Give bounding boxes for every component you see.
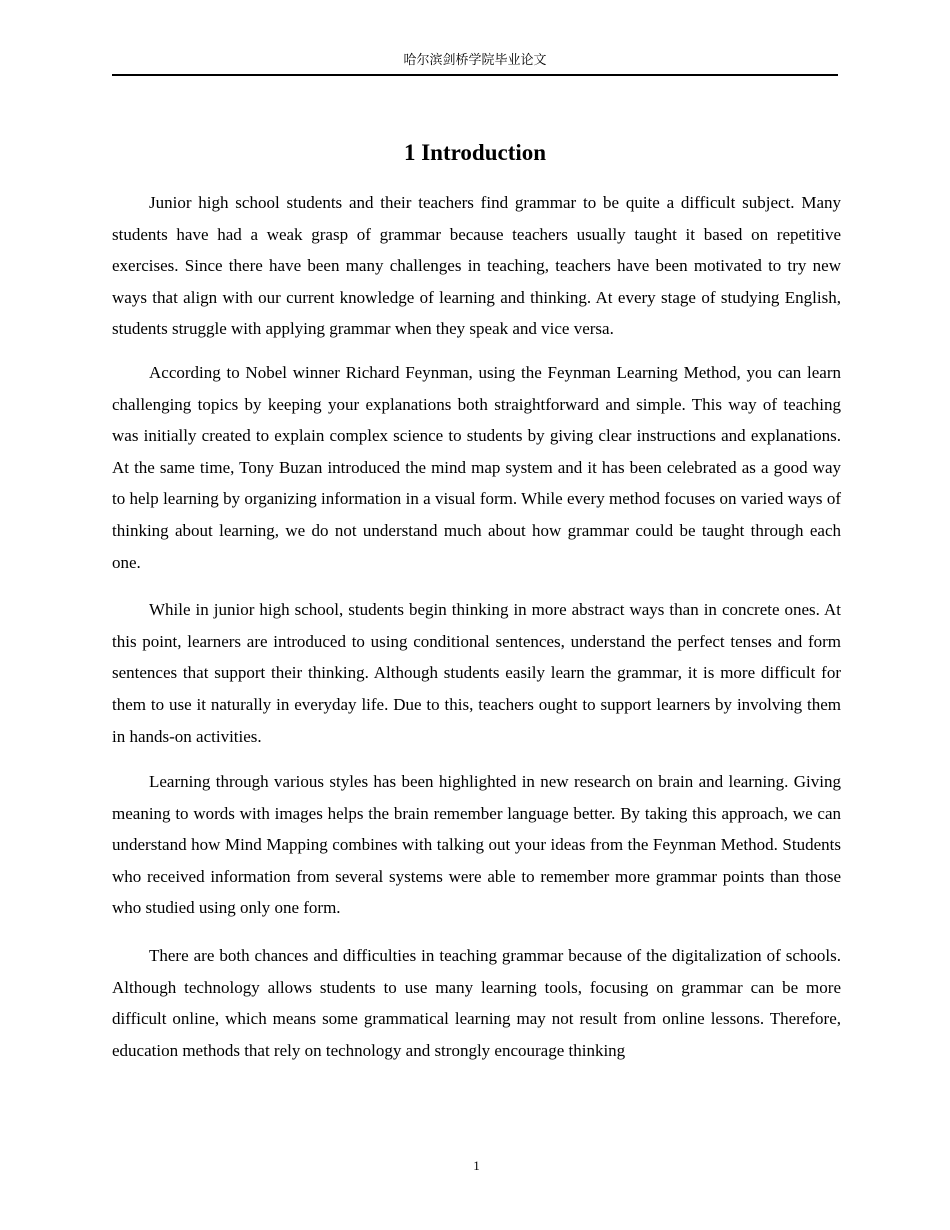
paragraph-3: While in junior high school, students begin thinking in more abstract ways than in concrete ones. At this point, learners are introduced to using conditional sentences, understand the perfect tenses and form sentences that support their thinking. Although students easily learn the grammar, it is more difficult for them to use it naturally in everyday life. Due to this, teachers ought to support learners by involving them in hands-on activities. (112, 600, 841, 746)
running-header: 哈尔滨剑桥学院毕业论文 (403, 53, 547, 68)
body-text (112, 187, 841, 1066)
paragraph-4: Learning through various styles has been highlighted in new research on brain and learning. Giving meaning to words with images helps the brain remember language better. By taking this approach, we can understand how Mind Mapping combines with talking out your ideas from the Feynman Method. Students who received information from several systems were able to remember more grammar points than those who studied using only one form. (112, 772, 841, 918)
section-title: 1 Introduction (403, 140, 547, 165)
page-number: 1 (473, 1158, 480, 1173)
paragraph-2: According to Nobel winner Richard Feynman, using the Feynman Learning Method, you can learn challenging topics by keeping your explanations both straightforward and simple. This way of teaching was initially created to explain complex science to students by giving clear instructions and explanations. At the same time, Tony Buzan introduced the mind map system and it has been celebrated as a good way to help learning by organizing information in a visual form. While every method focuses on varied ways of thinking about learning, we do not understand much about how grammar could be taught through each one. (112, 362, 841, 572)
header-divider (112, 74, 838, 76)
paragraph-5: There are both chances and difficulties in teaching grammar because of the digitalization of schools. Although technology allows students to use many learning tools, focusing on grammar can be more difficult online, which means some grammatical learning may not result from online lessons. Therefore, education methods that rely on technology and strongly encourage thinking (112, 946, 841, 1060)
paragraph-1: Junior high school students and their teachers find grammar to be quite a difficult subject. Many students have had a weak grasp of grammar because teachers usually taught it based on repetitive exercises. Since there have been many challenges in teaching, teachers have been motivated to try new ways that align with our current knowledge of learning and thinking. At every stage of studying English, students struggle with applying grammar when they speak and vice versa. (112, 193, 841, 339)
